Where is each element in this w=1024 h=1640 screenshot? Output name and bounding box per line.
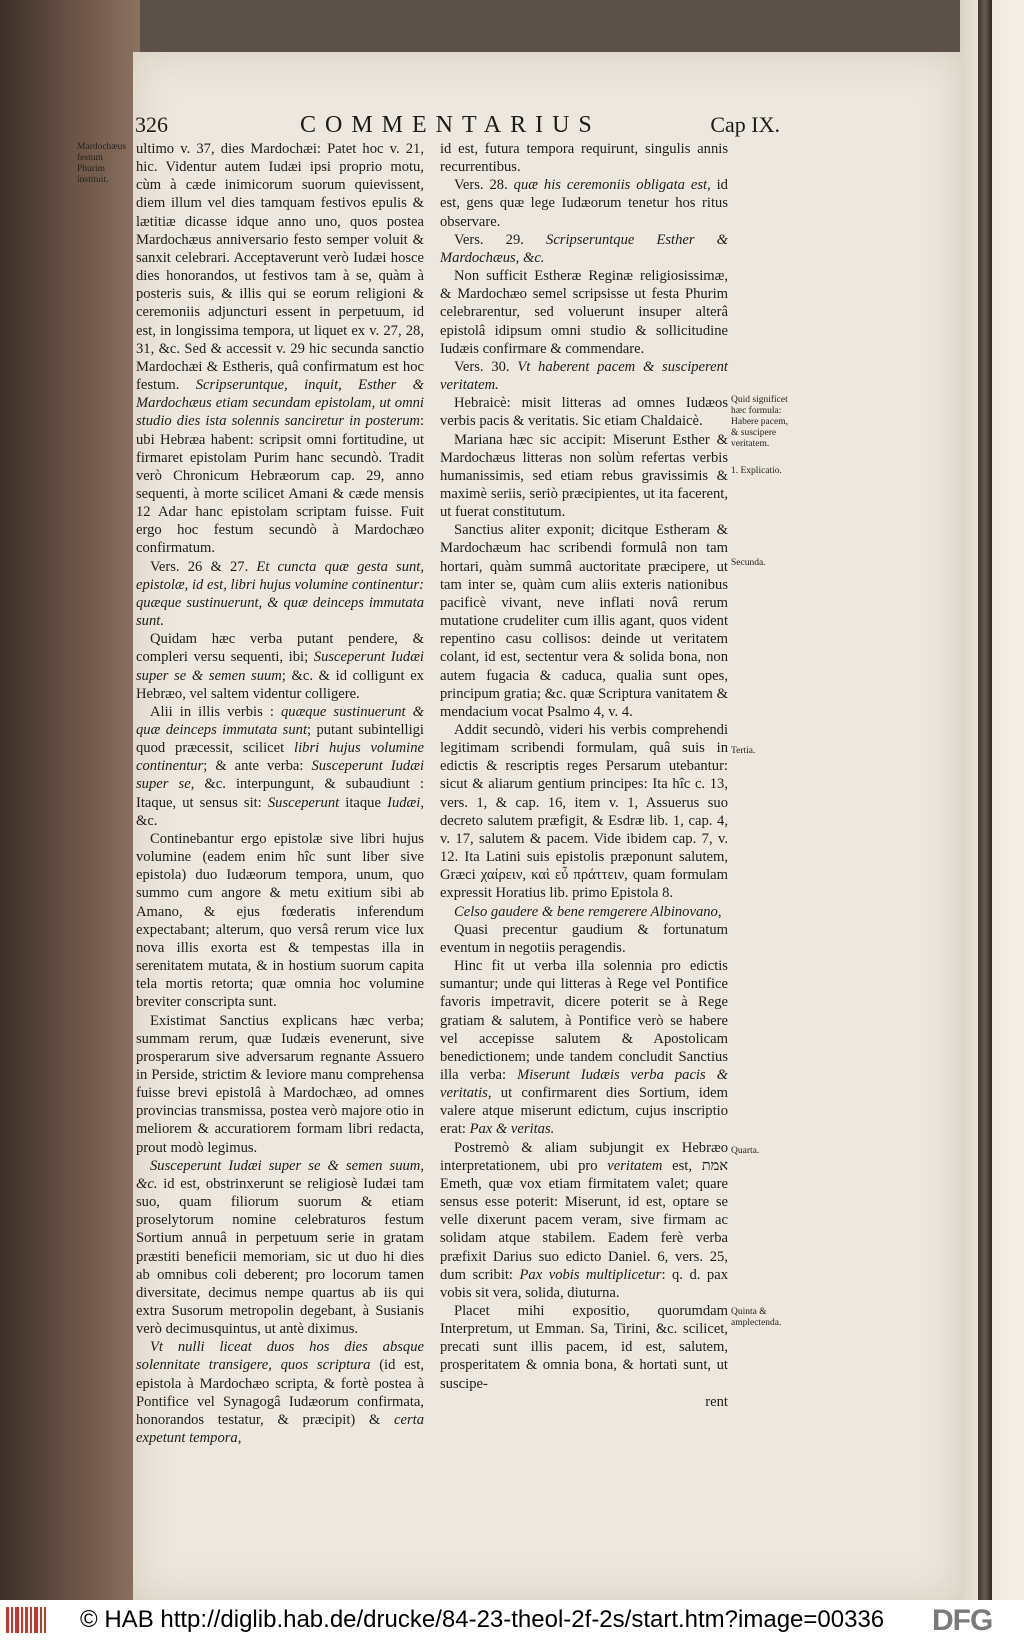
catchword: rent <box>705 1393 728 1410</box>
paragraph: Placet mihi expositio, quorumdam Interpretum, ut Emman. Sa, Tirini, &c. scilicet, precati sunt illis pacem, id est, salutem, prosperitatem & omnia bona, & hortati sunt, ut suscipe- <box>440 1303 728 1392</box>
paragraph: Hinc fit ut verba illa solennia pro edictis sumantur; unde qui litteras à Rege vel Pontifice favoris impetravit, dicere poterit se à Rege gratiam & salutem, à Pontifice verò se habere vel accepisse salutem & Apostolicam benedictionem; unde tandem concludit Sanctius illa verba: Miserunt Iudæis verba pacis & veritatis, ut confirmarent dies Sortium, idem valere atque miserunt edictum, cujus inscriptio erat: Pax & veritas. <box>440 958 728 1138</box>
paragraph: Existimat Sanctius explicans hæc verba; summam rerum, quæ Iudæis evenerunt, sive prosperarum sive adversarum regnante Assuero in Perside, strictim & leviore manu comprehensa fuisse brevi epistolâ à Mardochæo, ad omnes provincias transmissa, postea verò majore otio in meliorem & accuratiorem formam libri redacta, prout modò legimus. <box>136 1012 424 1156</box>
paragraph: Vt nulli liceat duos hos dies absque solennitate transigere, quos scriptura (id est, epistola à Mardochæo scripta, & fortè postea à Pontifice vel Synagogâ Iudæorum confirmata, honorandos testatur, & præcipit) & certa expetunt tempora, <box>136 1339 424 1447</box>
copyright-url[interactable]: © HAB http://diglib.hab.de/drucke/84-23-theol-2f-2s/start.htm?image=00336 <box>80 1606 885 1633</box>
margin-note-right-3: Tertia. <box>731 746 756 756</box>
paragraph: Postremò & aliam subjungit ex Hebræo interpretationem, ubi pro veritatem est, אמת Emeth, quæ vox etiam firmitatem valet; quare sensus esse poterit: Miserunt, id est, optare se velle dixerunt pacem veram, sive firmam ac solidam atque stabilem. Eadem ferè verba præfixit Darius suo edicto Daniel. 6, vers. 25, dum scribit: Pax vobis multiplicetur: q. d. pax vobis sit vera, solida, diuturna. <box>440 1139 728 1301</box>
chapter-label: Cap IX. <box>710 112 780 137</box>
text-column-right <box>440 140 728 1411</box>
paragraph: Vers. 26 & 27. Et cuncta quæ gesta sunt, epistolæ, id est, libri hujus volumine continentur: quæque sustinuerunt, & quæ deinceps immutata sunt. <box>136 558 425 630</box>
paragraph: Addit secundò, videri his verbis comprehendi legitimam scribendi formulam, quâ suis in edictis & rescriptis reges Persarum utebantur: sicut & aliarum gentium principes: Ita hîc c. 13, vers. 1, & cap. 16, item v. 1, Assuerus suo decreto salutem præfigit, & Esdræ lib. 1, cap. 4, v. 17, salutem & pacem. Vide ibidem cap. 7, v. 12. Ita Latini suis epistolis præponunt salutem, Græci χαίρειν, καὶ εὖ πράττειν, quam formulam expressit Horatius lib. primo Epistola 8. <box>440 722 728 902</box>
margin-note-right-1b: 1. Explicatio. <box>731 466 782 476</box>
paragraph: Hebraicè: misit litteras ad omnes Iudæos verbis pacis & veritatis. Sic etiam Chaldaicè. <box>440 395 728 430</box>
running-title: COMMENTARIUS <box>300 112 601 138</box>
margin-note-left: Mardochæus festum Phurim instituit. <box>77 142 127 185</box>
paragraph: Sanctius aliter exponit; dicitque Estheram & Mardochæum hac scribendi formulâ non tam hortari, quàm summâ auctoritate præcipere, ut tam inter se, quàm cum aliis exteris nationibus pacificè vivant, neve inflati novâ rerum mutatione crudeliter cum illis agant, quos vident repentino casu collisos: deinde ut veritatem colant, id est, sectentur vera & solida bona, non autem fugacia & caduca, qualia sunt opes, principum gratia; &c. quæ Scriptura vanitatem & mendacium vocat Psalmo 4, v. 4. <box>440 522 728 720</box>
paragraph: Vers. 28. quæ his ceremoniis obligata est, id est, gens quæ lege Iudæorum tenetur hos ritus observare. <box>440 177 728 230</box>
paragraph: id est, futura tempora requirunt, singulis annis recurrentibus. <box>440 141 728 176</box>
barcode-icon <box>6 1607 46 1633</box>
paragraph: Vers. 29. Scripseruntque Esther & Mardochæus, &c. <box>440 231 728 266</box>
paragraph: Mariana hæc sic accipit: Miserunt Esther & Mardochæus litteras non solùm refertas verbis humanissimis, sed etiam rebus gravissimis & maximè seriis, seriò præcipientes, ut ita facerent, ut fuerat constitutum. <box>440 431 728 521</box>
paragraph: Vers. 30. Vt haberent pacem & susciperent veritatem. <box>440 358 728 394</box>
margin-note-right-1: Quid significet hæc formula: Habere pacem, & suscipere veritatem. <box>731 395 788 449</box>
margin-note-right-2: Secunda. <box>731 558 766 568</box>
paragraph: ultimo v. 37, dies Mardochæi: Patet hoc v. 21, hic. Videntur autem Iudæi ipsi proprio motu, cùm à cæde inimicorum suorum quievissent, diem illum vel dies tamquam festivos epulis & lætitiæ dicasse idque anno uno, quos postea Mardochæus anniversario festo semper voluit & sanxit celebrari. Acceptaverunt verò Iudæi hosce dies honorandos, ut festivos tam à se, quàm à posteris suis, & illis qui se eorum religioni & ceremoniis adjuncturi essent in perpetuum, id est, in longissima tempora, ut liquet ex v. 27, 28, 31, &c. Sed & accessit v. 29 hic secunda sanctio Mardochæi & Estheris, quâ confirmatum est hoc festum. Scripseruntque, inquit, Esther & Mardochæus etiam secundam epistolam, ut omni studio dies ista solennis sanciretur in posterum: ubi Hebræa habent: scripsit omni fortitudine, ut firmaret epistolam Purim hanc secundò. Tradit verò Chronicum Hebræorum cap. 29, anno sequenti, à morte scilicet Amani & cæde mensis 12 Adar hanc epistolam scriptam fuisse. Fuit ergo hoc festum secundò à Mardochæo confirmatum. <box>136 141 424 557</box>
paragraph: Susceperunt Iudæi super se & semen suum, &c. id est, obstrinxerunt se religiosè Iudæi tam suo, quam filiorum suorum & etiam proselytorum nomine celebraturos festum Sortium annuâ in perpetuum serie in gratam præstiti beneficii memoriam, sic ut duo hi dies ab omnibus coli deberent; pro locorum tamen diversitate, decimus nempe quartus ab iis qui extra Susorum metropolin degebant, à Susianis verò decimusquintus, ut antè diximus. <box>136 1157 424 1338</box>
paragraph: Continebantur ergo epistolæ sive libri hujus volumine (eadem enim hîc sunt liber sive epistola) duo Iudæorum tempora, unum, quo summo cum angore & metu exitium sibi ab Amano, & ejus fœderatis inferendum expectabant; alterum, quo versâ rerum vice lux nova illis exorta est & tempestas illa in serenitatem mutata, & in hostium suorum capita tela mortis retorta; quæ omnia hoc volumine breviter conscripta sunt. <box>136 830 424 1011</box>
paragraph: Quidam hæc verba putant pendere, & compleri versu sequenti, ibi; Susceperunt Iudæi super se & semen suum; &c. & id colligunt ex Hebræo, vel saltem videntur colligere. <box>136 631 424 702</box>
paragraph: Non sufficit Estheræ Reginæ religiosissimæ, & Mardochæo semel scripsisse ut festa Phurim celebrarentur, sed voluerunt insuper alterâ epistolâ idipsum omni studio & sollicitudine Iudæis confirmare & commendare. <box>440 268 728 357</box>
viewer-footer <box>0 1600 1024 1640</box>
running-head <box>135 112 780 140</box>
text-column-left <box>136 140 424 1447</box>
margin-note-right-4: Quarta. <box>731 1146 760 1156</box>
paragraph: Quasi precentur gaudium & fortunatum eventum in negotiis peragendis. <box>440 921 728 956</box>
verse-quote: Celso gaudere & bene remgerere Albinovano, <box>454 903 722 920</box>
page-number: 326 <box>135 112 168 137</box>
scanned-page <box>77 52 961 1600</box>
paragraph: Alii in illis verbis : quæque sustinuerunt & quæ deinceps immutata sunt; putant subintelligi quod præcessit, scilicet libri hujus volumine continentur; & ante verba: Susceperunt Iudæi super se, &c. interpungunt, & subaudiunt : Itaque, ut sensus sit: Susceperunt itaque Iudæi, &c. <box>136 703 425 829</box>
dfg-logo: DFG <box>932 1604 993 1637</box>
margin-note-right-5: Quinta & amplectenda. <box>731 1307 782 1328</box>
